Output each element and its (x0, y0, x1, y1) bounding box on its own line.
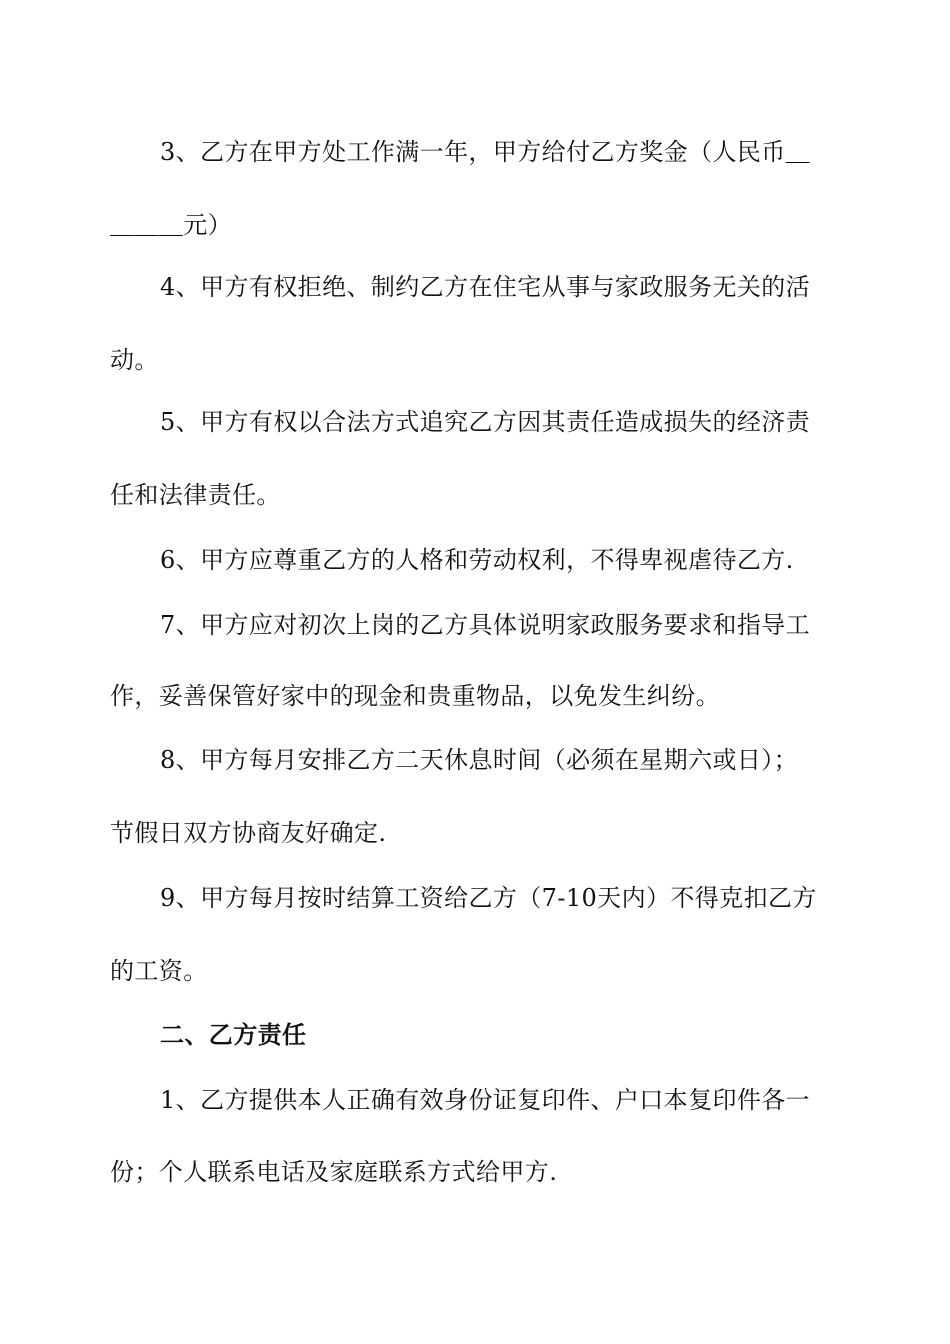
clause-7-line-2: 作，妥善保管好家中的现金和贵重物品，以免发生纠纷。 (110, 682, 720, 710)
clause-4-line-2: 动。 (110, 346, 159, 374)
clause-3-line-1: 3、乙方在甲方处工作满一年，甲方给付乙方奖金（人民币＿ (160, 138, 811, 166)
clause-7-line-1: 7、甲方应对初次上岗的乙方具体说明家政服务要求和指导工 (160, 611, 811, 639)
clause-3-line-2: ＿＿＿元） (110, 211, 232, 239)
clause-8-line-2: 节假日双方协商友好确定. (110, 819, 387, 847)
clause-8-line-1: 8、甲方每月安排乙方二天休息时间（必须在星期六或日）； (160, 746, 799, 774)
clause-9-line-2: 的工资。 (110, 957, 208, 985)
clause-4-line-1: 4、甲方有权拒绝、制约乙方在住宅从事与家政服务无关的活 (160, 273, 811, 301)
clause-5-line-1: 5、甲方有权以合法方式追究乙方因其责任造成损失的经济责 (160, 408, 811, 436)
section-heading: 二、乙方责任 (160, 1020, 307, 1049)
clause-9-line-1: 9、甲方每月按时结算工资给乙方（7-10天内）不得克扣乙方 (160, 884, 817, 912)
clause-6-line-1: 6、甲方应尊重乙方的人格和劳动权利，不得卑视虐待乙方. (160, 546, 794, 574)
section2-clause-1-line-2: 份；个人联系电话及家庭联系方式给甲方. (110, 1158, 558, 1186)
section2-clause-1-line-1: 1、乙方提供本人正确有效身份证复印件、户口本复印件各一 (160, 1086, 811, 1114)
clause-5-line-2: 任和法律责任。 (110, 481, 281, 509)
